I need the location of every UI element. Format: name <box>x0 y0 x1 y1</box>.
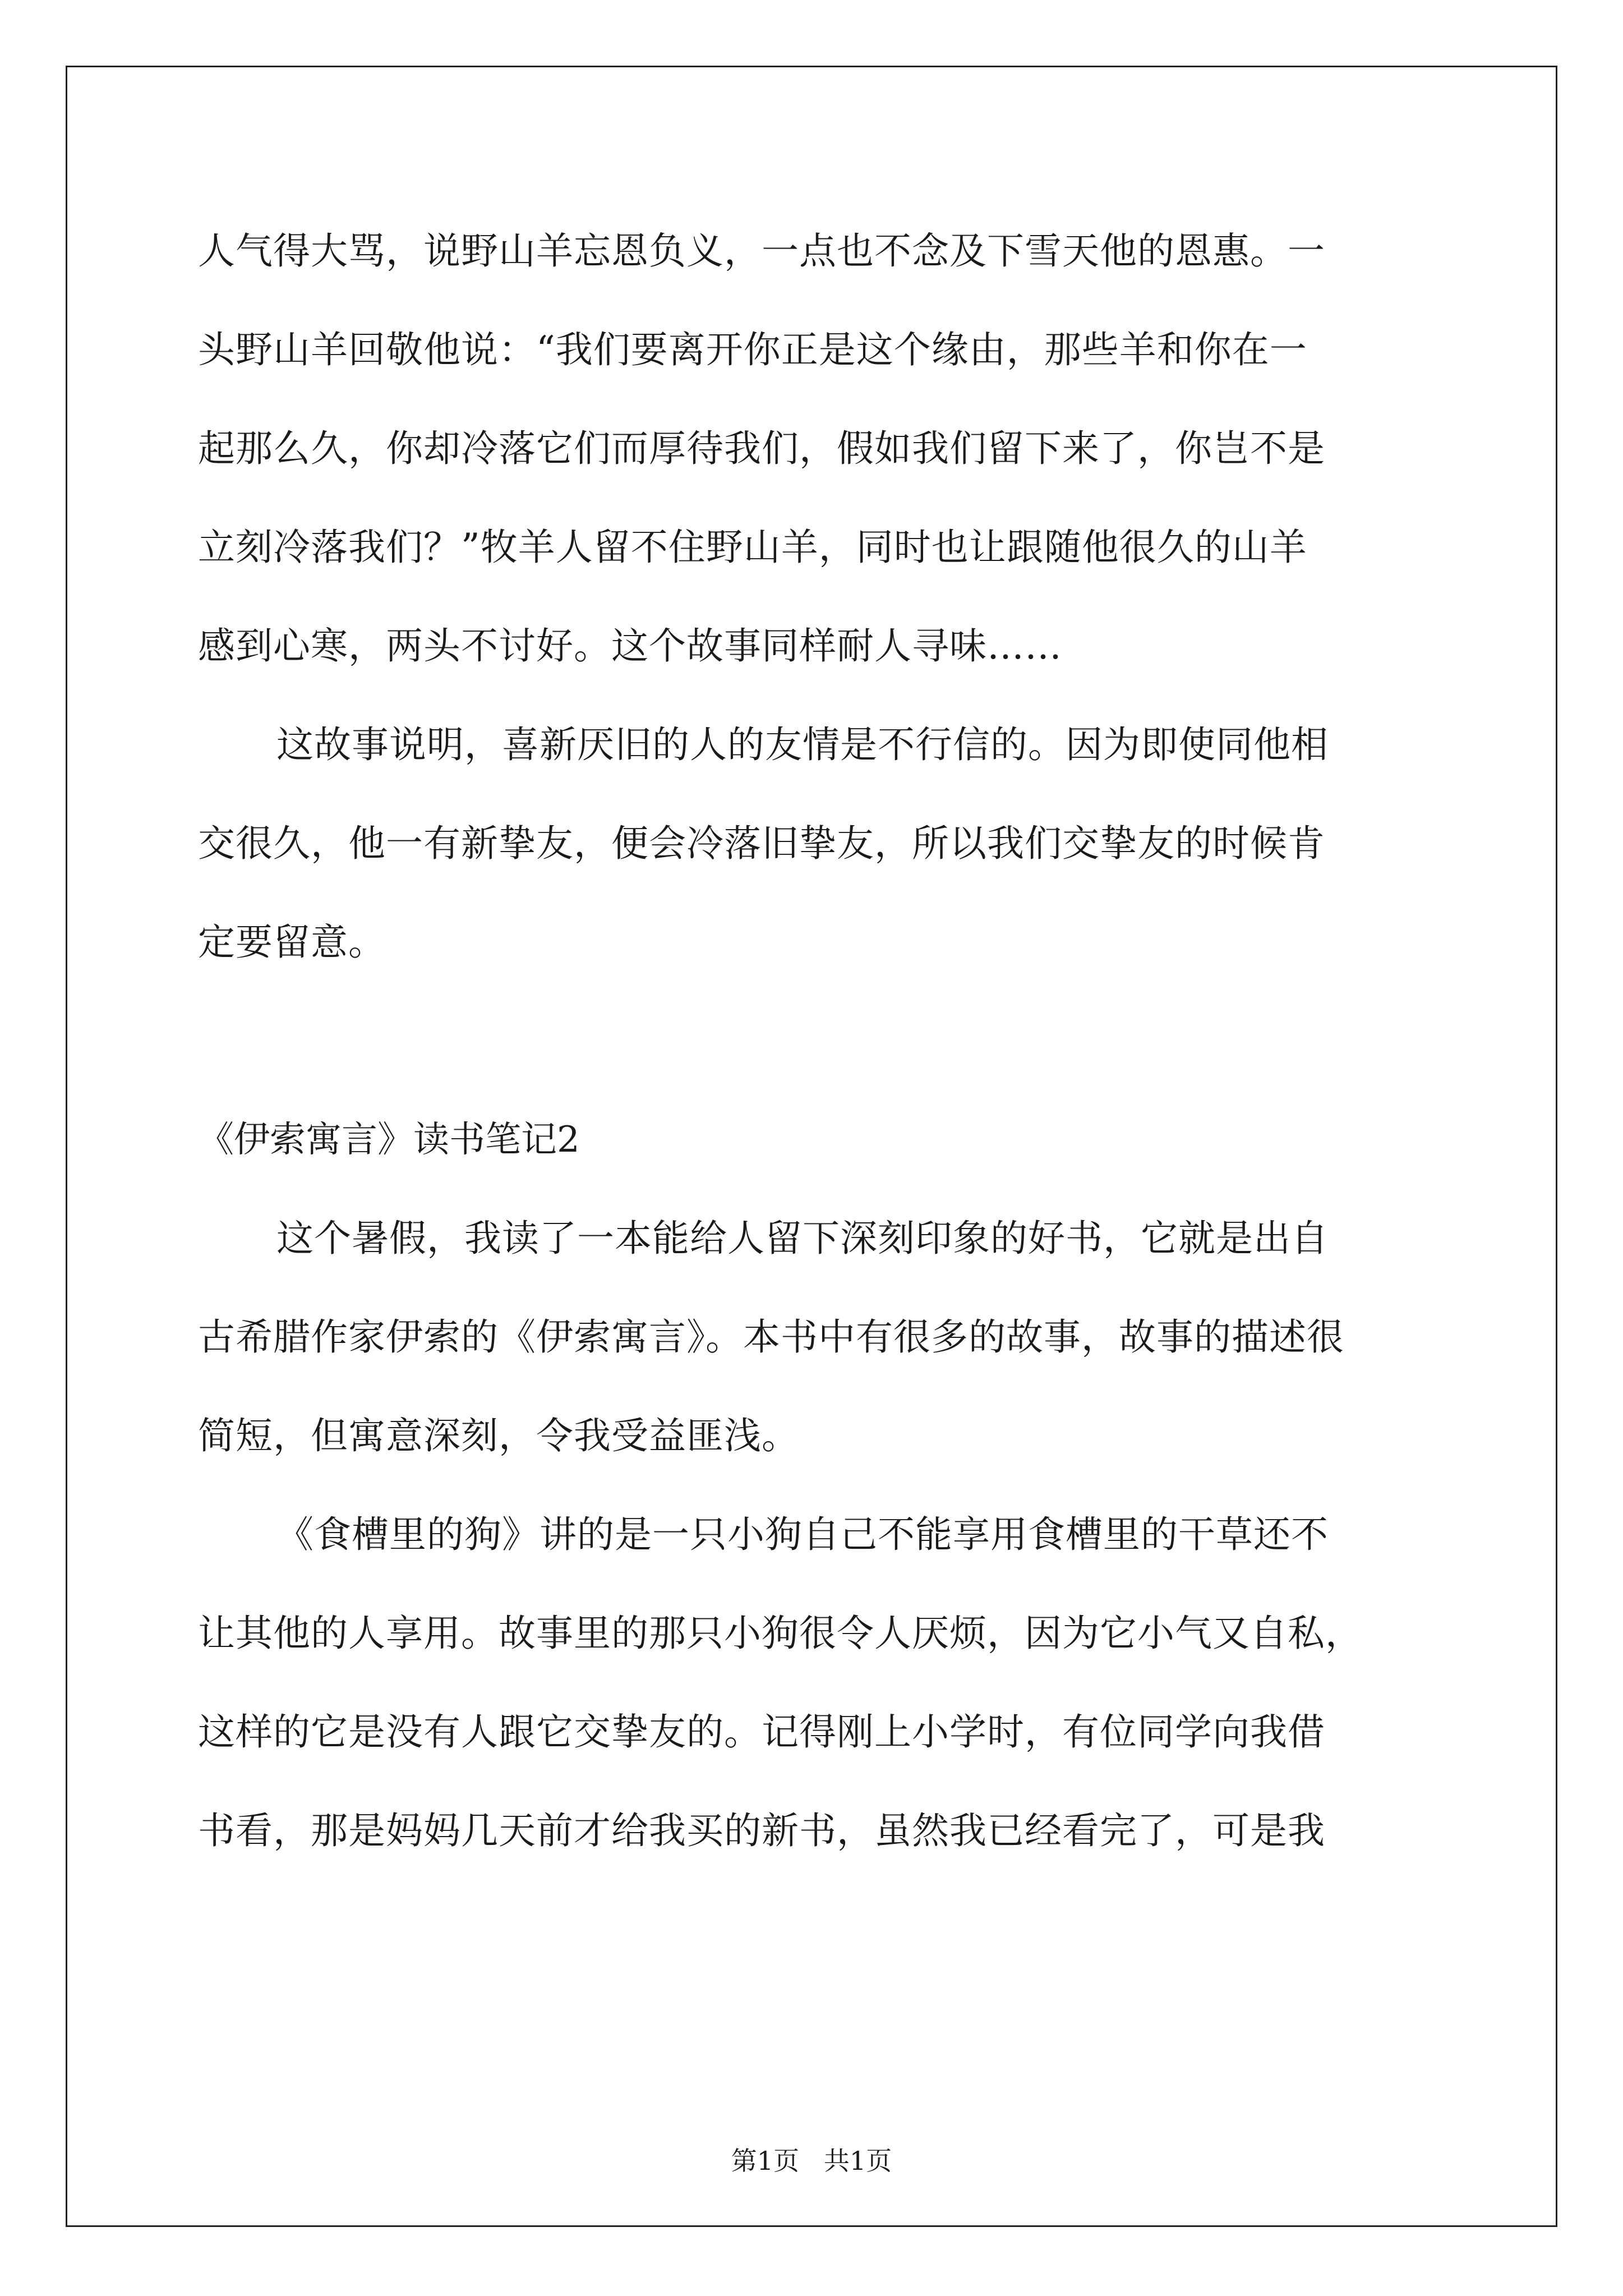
text-line: 书看，那是妈妈几天前才给我买的新书，虽然我已经看完了，可是我 <box>198 1809 1325 1852</box>
section-paragraph-1 <box>198 1189 1437 1485</box>
text-line: 《食槽里的狗》讲的是一只小狗自己不能享用食槽里的干草还不 <box>276 1513 1329 1556</box>
text-line: 古希腊作家伊索的《伊索寓言》。本书中有很多的故事，故事的描述很 <box>198 1315 1344 1359</box>
text-line: 感到心寒，两头不讨好。这个故事同样耐人寻味…… <box>198 624 1062 668</box>
paragraph-1 <box>198 202 1437 696</box>
text-line: 这个暑假，我读了一本能给人留下深刻印象的好书，它就是出自 <box>276 1217 1329 1260</box>
page-footer: 第1页 共1页 <box>731 2146 892 2176</box>
section-spacer <box>198 992 1437 1091</box>
text-line: 人气得大骂，说野山羊忘恩负义，一点也不念及下雪天他的恩惠。一 <box>198 229 1325 273</box>
text-line: 交很久，他一有新挚友，便会冷落旧挚友，所以我们交挚友的时候肯 <box>198 822 1325 865</box>
text-line: 起那么久，你却冷落它们而厚待我们，假如我们留下来了，你岂不是 <box>198 427 1325 470</box>
text-line: 这样的它是没有人跟它交挚友的。记得刚上小学时，有位同学向我借 <box>198 1710 1325 1754</box>
section-paragraph-2 <box>198 1485 1437 1880</box>
text-line: 头野山羊回敬他说：“我们要离开你正是这个缘由，那些羊和你在一 <box>198 328 1307 371</box>
document-body <box>198 202 1437 1880</box>
paragraph-2 <box>198 696 1437 992</box>
text-line: 简短，但寓意深刻，令我受益匪浅。 <box>198 1414 799 1457</box>
text-line: 让其他的人享用。故事里的那只小狗很令人厌烦，因为它小气又自私， <box>198 1612 1363 1655</box>
text-line: 这故事说明，喜新厌旧的人的友情是不行信的。因为即使同他相 <box>276 723 1329 766</box>
text-line: 立刻冷落我们？”牧羊人留不住野山羊，同时也让跟随他很久的山羊 <box>198 526 1307 569</box>
text-line: 定要留意。 <box>198 921 386 964</box>
section-title: 《伊索寓言》读书笔记2 <box>198 1119 580 1161</box>
